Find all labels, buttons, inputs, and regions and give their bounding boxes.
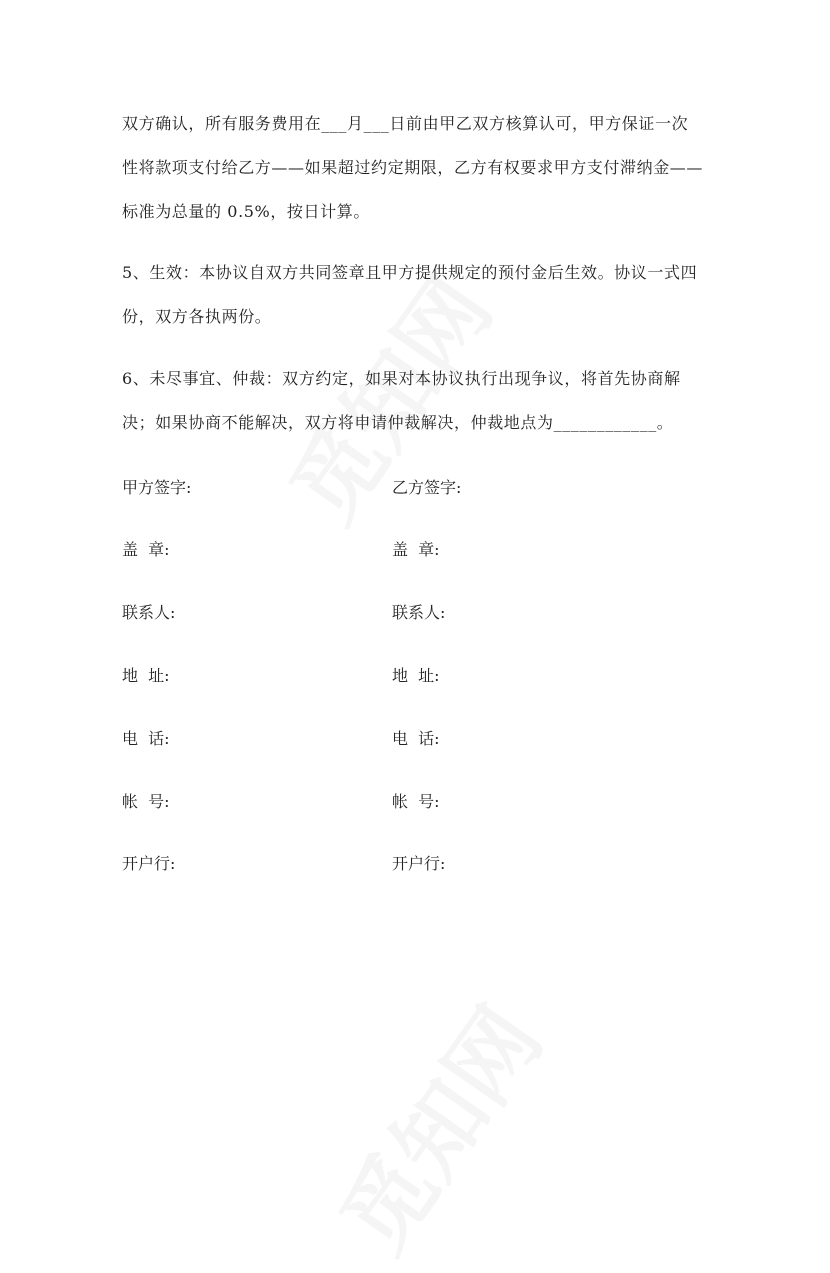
party-b-bank-label: 开户行:	[392, 854, 446, 873]
party-b-account-label: 帐 号:	[392, 792, 440, 811]
paragraph-line: 双方确认，所有服务费用在___月___日前由甲乙双方核算认可，甲方保证一次	[122, 114, 689, 133]
party-b-seal-label: 盖 章:	[392, 540, 440, 559]
clause-6-line: 6、未尽事宜、仲裁：双方约定，如果对本协议执行出现争议，将首先协商解	[122, 369, 681, 388]
party-b-contact-label: 联系人:	[392, 603, 446, 622]
party-b-address-label: 地 址:	[392, 666, 440, 685]
clause-5-line: 份，双方各执两份。	[122, 307, 272, 326]
clause-6-line: 决；如果协商不能解决，双方将申请仲裁解决，仲裁地点为____________。	[122, 413, 674, 432]
paragraph-line: 标准为总量的 0.5%，按日计算。	[122, 202, 370, 221]
paragraph-line: 性将款项支付给乙方——如果超过约定期限，乙方有权要求甲方支付滞纳金——	[122, 158, 704, 177]
party-a-signature-label: 甲方签字:	[122, 478, 192, 497]
party-a-phone-label: 电 话:	[122, 729, 170, 748]
party-a-contact-label: 联系人:	[122, 603, 176, 622]
party-a-account-label: 帐 号:	[122, 792, 170, 811]
clause-5-line: 5、生效：本协议自双方共同签章且甲方提供规定的预付金后生效。协议一式四	[122, 263, 698, 282]
party-a-seal-label: 盖 章:	[122, 540, 170, 559]
party-a-bank-label: 开户行:	[122, 854, 176, 873]
watermark	[304, 977, 565, 1273]
party-a-address-label: 地 址:	[122, 666, 170, 685]
watermark	[254, 247, 515, 543]
party-b-signature-label: 乙方签字:	[392, 478, 462, 497]
party-b-phone-label: 电 话:	[392, 729, 440, 748]
